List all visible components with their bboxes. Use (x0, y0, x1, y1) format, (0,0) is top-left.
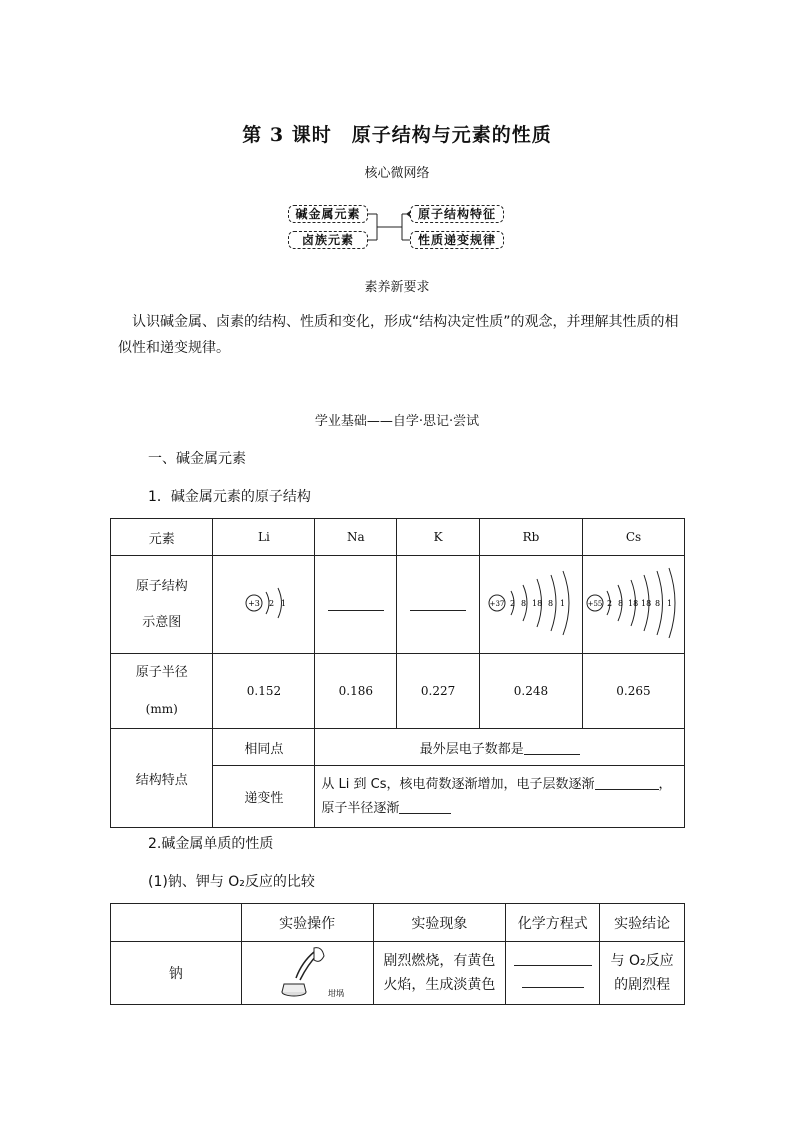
header-cell (111, 904, 242, 942)
reaction-comparison-table (110, 903, 685, 1005)
header-cell: Cs (582, 519, 684, 556)
svg-text:8: 8 (655, 598, 661, 608)
svg-text:1: 1 (667, 598, 673, 608)
table-row-structure (111, 556, 685, 654)
rb-diagram-cell (480, 556, 583, 654)
svg-text:8: 8 (618, 598, 624, 608)
network-connector (366, 205, 412, 251)
network-heading: 核心微网络 (364, 166, 430, 181)
subsection-atomic-structure: 1．碱金属元素的原子结构 (148, 489, 311, 505)
row-label: 原子结构 示意图 (111, 556, 213, 654)
li-atomic-diagram (214, 573, 314, 633)
header-cell: K (397, 519, 480, 556)
rb-atomic-diagram (481, 563, 581, 643)
radius-cs: 0.265 (582, 654, 684, 729)
radius-li: 0.152 (213, 654, 315, 729)
equation-cell (506, 942, 600, 1005)
k-diagram-blank (397, 556, 480, 654)
header-cell: Rb (480, 519, 583, 556)
header-cell: 实验结论 (600, 904, 685, 942)
crucible-illustration (252, 942, 362, 1000)
table-row-sodium (111, 942, 685, 1005)
answer-blank (328, 598, 384, 611)
requirements-text: 认识碱金属、卤素的结构、性质和变化，形成“结构决定性质”的观念，并理解其性质的相似性和递变规律。 (118, 314, 679, 356)
header-cell: Li (213, 519, 315, 556)
answer-blank (595, 779, 659, 790)
svg-text:2: 2 (509, 598, 516, 608)
svg-text:+3: +3 (248, 598, 260, 608)
subsection-na-k-o2: (1)钠、钾与 O₂反应的比较 (148, 874, 315, 890)
svg-text:+37: +37 (489, 599, 505, 608)
svg-text:18: 18 (628, 598, 639, 608)
atomic-structure-table (110, 518, 685, 828)
cs-diagram-cell (582, 556, 684, 654)
phenomenon-cell: 剧烈燃烧，有黄色 火焰，生成淡黄色 (373, 942, 506, 1005)
svg-text:18: 18 (641, 598, 652, 608)
page-title: 第 3 课时 原子结构与元素的性质 (242, 124, 552, 146)
header-cell: 实验操作 (241, 904, 373, 942)
network-node-structure: 原子结构特征 (410, 205, 504, 223)
svg-text:2: 2 (268, 598, 275, 608)
subsection-properties: 2.碱金属单质的性质 (148, 836, 274, 852)
table-header-row (111, 519, 685, 556)
table-row-same (111, 729, 685, 766)
svg-text:坩埚: 坩埚 (328, 989, 345, 998)
header-cell: Na (315, 519, 397, 556)
row-label-sodium: 钠 (111, 942, 242, 1005)
section-heading-alkali: 一、碱金属元素 (148, 451, 246, 467)
header-cell: 元素 (111, 519, 213, 556)
conclusion-cell: 与 O₂反应 的剧烈程 (600, 942, 685, 1005)
row-label: 原子半径 (mm) (111, 654, 213, 729)
answer-blank (514, 964, 592, 966)
network-node-halogen: 卤族元素 (288, 231, 368, 249)
svg-text:2: 2 (607, 598, 613, 608)
network-node-alkali: 碱金属元素 (288, 205, 368, 223)
same-text-cell: 最外层电子数都是 (315, 729, 685, 766)
answer-blank (522, 986, 584, 988)
requirements-heading: 素养新要求 (364, 280, 430, 295)
li-diagram-cell (213, 556, 315, 654)
svg-text:8: 8 (547, 598, 554, 608)
na-diagram-blank (315, 556, 397, 654)
trend-label: 递变性 (213, 766, 315, 828)
header-cell: 化学方程式 (506, 904, 600, 942)
header-cell: 实验现象 (373, 904, 506, 942)
section-banner: 学业基础——自学·思记·尝试 (314, 414, 480, 429)
answer-blank (399, 803, 451, 814)
radius-rb: 0.248 (480, 654, 583, 729)
table-row-radius (111, 654, 685, 729)
svg-text:1: 1 (559, 598, 566, 608)
table-header-row (111, 904, 685, 942)
radius-na: 0.186 (315, 654, 397, 729)
same-label: 相同点 (213, 729, 315, 766)
svg-text:1: 1 (280, 598, 287, 608)
radius-k: 0.227 (397, 654, 480, 729)
cs-atomic-diagram (583, 563, 683, 643)
answer-blank (410, 598, 466, 611)
svg-text:18: 18 (531, 598, 543, 608)
trend-text-cell: 从 Li 到 Cs，核电荷数逐渐增加，电子层数逐渐 ， 原子半径逐渐 (315, 766, 685, 828)
svg-text:+55: +55 (588, 599, 603, 608)
feature-label: 结构特点 (111, 729, 213, 828)
answer-blank (524, 744, 580, 755)
experiment-illustration-cell (241, 942, 373, 1005)
network-node-properties: 性质递变规律 (410, 231, 504, 249)
svg-text:8: 8 (520, 598, 527, 608)
